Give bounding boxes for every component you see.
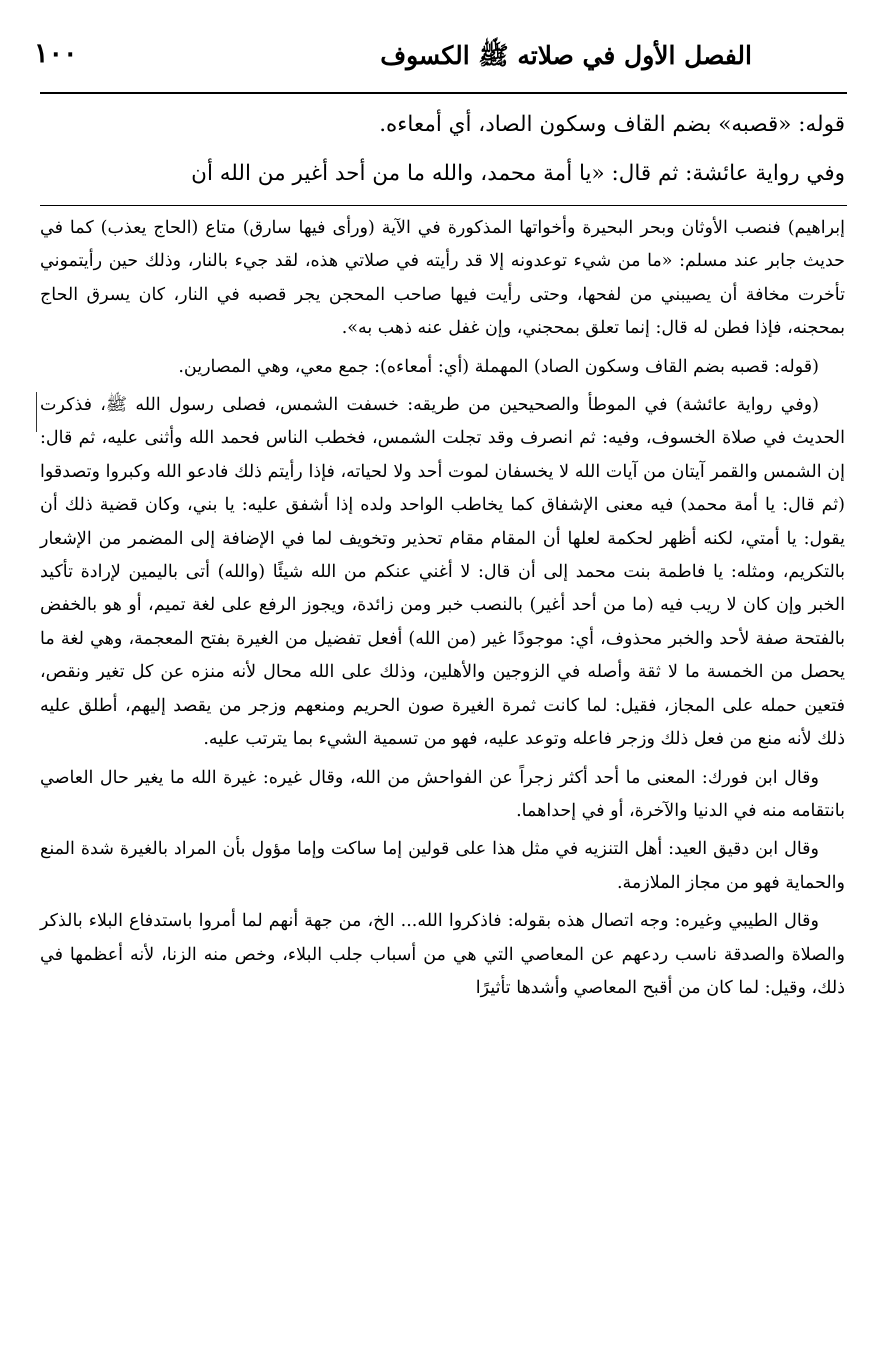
commentary-paragraph: وقال ابن دقيق العيد: أهل التنزيه في مثل هذا على قولين إما ساكت وإما مؤول بأن المراد بالغيرة شدة المنع والحماية فهو من مجاز الملازمة. [40, 839, 845, 893]
main-text-line-2: وفي رواية عائشة: ثم قال: «يا أمة محمد، والله ما من أحد أغير من الله أن [191, 161, 845, 186]
commentary-paragraph: وقال الطيبي وغيره: وجه اتصال هذه بقوله: فاذكروا الله... الخ، من جهة أنهم لما أمروا باستدفاع البلاء بالذكر والصلاة والصدقة ناسب ردعهم عن المعاصي التي هي من أسباب جلب البلاء، وخص منه الزنا، لأنه أعظمها في ذلك، وقيل: لما كان من أقبح المعاصي وأشدها تأثيرًا [40, 911, 845, 998]
page-number: ١٠٠ [34, 38, 78, 69]
commentary-paragraph: (قوله: قصبه بضم القاف وسكون الصاد) المهملة (أي: أمعاءه): جمع معي، وهي المصارين. [178, 356, 819, 377]
separator-rule [40, 205, 847, 206]
running-header [34, 34, 847, 86]
commentary-paragraph: (وفي رواية عائشة) في الموطأ والصحيحين من طريقه: خسفت الشمس، فصلى رسول الله ﷺ، فذكرت الحديث في صلاة الخسوف، وفيه: ثم انصرف وقد تجلت الشمس، فخطب الناس فحمد الله وأثنى عليه، ثم قال: إن الشمس والقمر آيتان من آيات الله لا يخسفان لموت أحد ولا لحياته، فإذا رأيتم ذلك فادعو الله وكبروا وتصدقوا (ثم قال: يا أمة محمد) فيه معنى الإشفاق كما يخاطب الواحد ولده إذا أشفق عليه: يا بني، وكان قضية ذلك أن يقول: يا أمتي، لكنه أظهر لحكمة لعلها أن المقام مقام تحذير وتخويف لما في الإضافة إلى المضمر من الإشعار بالتكريم، ومثله: يا فاطمة بنت محمد إلى أن قال: لا أغني عنكم من الله شيئًا (والله) أتى باليمين لإرادة تأكيد الخبر وإن كان لا ريب فيه (ما من أحد أغير) بالنصب خبر ومن زائدة، ويجوز الرفع على لغة تميم، أو هو بالخفض بالفتحة صفة لأحد والخبر محذوف، أي: موجودًا غير (من الله) أفعل تفضيل من الغيرة بفتح المعجمة، وهي لغة ما يحصل من الخمسة ما لا ثقة وأصله في الزوجين والأهلين، وذلك على الله محال لأنه منزه عن كل تغير ونقص، فتعين حمله على المجاز، فقيل: لما كانت ثمرة الغيرة صون الحريم ومنعهم وزجر من يقصد إليهم، أطلق عليه ذلك لأنه منع من فعل ذلك وزجر فاعله وتوعد عليه، فهو من تسمية الشيء بما يترتب عليه. [40, 395, 845, 750]
header-rule [40, 92, 847, 94]
main-text-line-1: قوله: «قصبه» بضم القاف وسكون الصاد، أي أمعاءه. [379, 112, 845, 137]
commentary-paragraph: وقال ابن فورك: المعنى ما أحد أكثر زجراً عن الفواحش من الله، وقال غيره: غيرة الله ما يغير حال العاصي بانتقامه منه في الدنيا والآخرة، أو في إحداهما. [40, 767, 845, 821]
commentary-paragraph: إبراهيم) فنصب الأوثان وبحر البحيرة وأخواتها المذكورة في الآية (ورأى فيها سارق) متاع (الحاج يعذب) كما في حديث جابر عند مسلم: «ما من شيء توعدونه إلا قد رأيته في صلاتي هذه، لقد جيء بالنار، وذلك حين رأيتموني تأخرت مخافة أن يصيبني من لفحها، وحتى رأيت فيها صاحب المحجن يجر قصبه في النار، كان يسرق الحاج بمحجنه، فإذا فطن له قال: إنما تعلق بمحجني، وإن غفل عنه ذهب به». [40, 218, 845, 339]
margin-pen-mark [36, 392, 37, 432]
main-text [40, 100, 845, 198]
commentary [40, 212, 845, 1010]
chapter-title: الفصل الأول في صلاته ﷺ الكسوف [380, 41, 752, 70]
